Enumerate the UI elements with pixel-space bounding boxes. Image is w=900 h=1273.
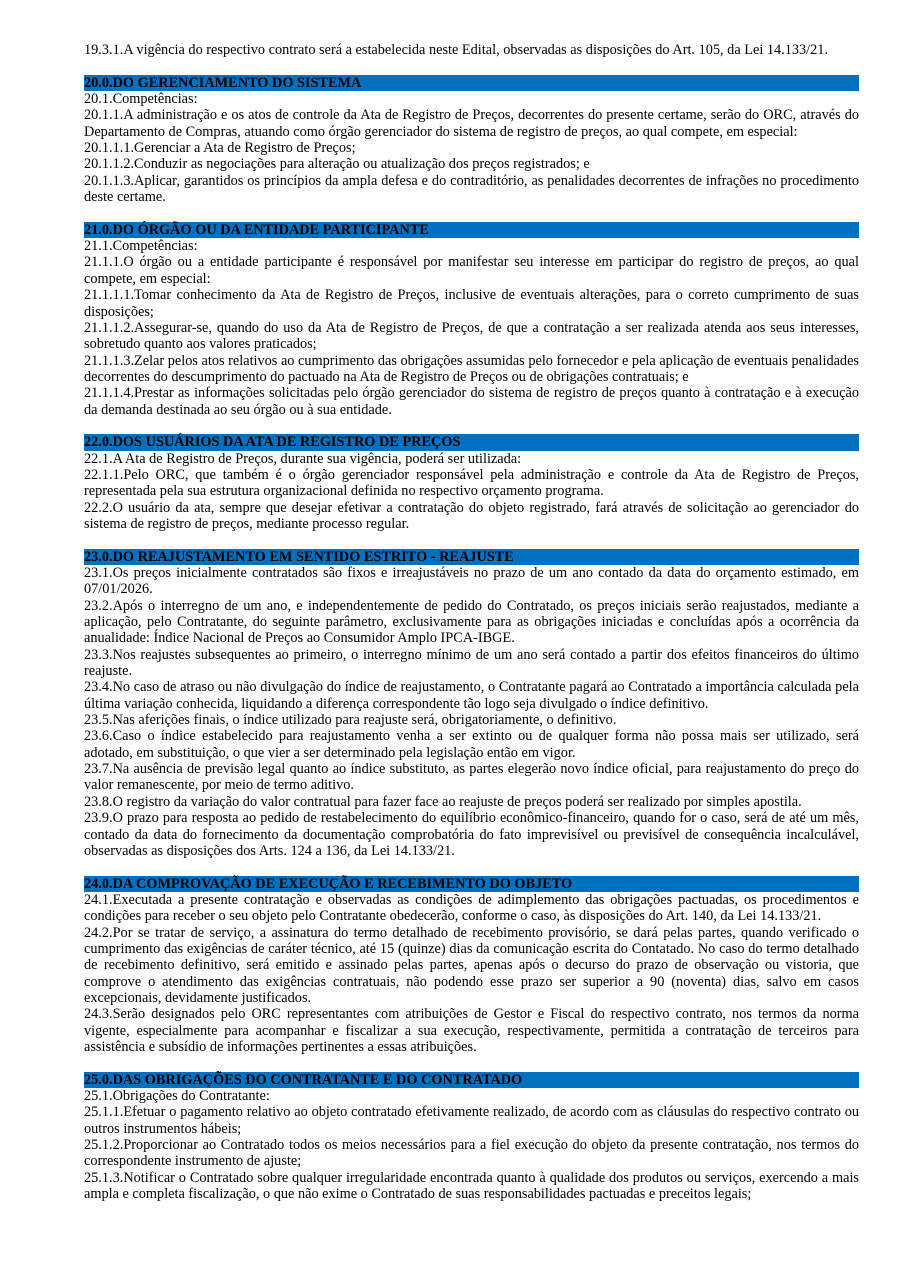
section-heading: 24.0.DA COMPROVAÇÃO DE EXECUÇÃO E RECEBIMENTO DO OBJETO bbox=[84, 876, 859, 892]
clause-paragraph: 21.1.1.O órgão ou a entidade participante é responsável por manifestar seu interesse em participar do registro de preços, ao qual compete, em especial: bbox=[84, 254, 859, 287]
clause-paragraph: 21.1.1.3.Zelar pelos atos relativos ao cumprimento das obrigações assumidas pelo fornecedor e pela aplicação de eventuais penalidades decorrentes do descumprimento do pactuado na Ata de Registro de Preços ou de obrigações contratuais; e bbox=[84, 352, 859, 385]
clause-paragraph: 25.1.3.Notificar o Contratado sobre qualquer irregularidade encontrada quanto à qualidade dos produtos ou serviços, exercendo a mais ampla e completa fiscalização, o que não exime o Contratado de suas responsabilidades pactuadas e preceitos legais; bbox=[84, 1169, 859, 1203]
clause-paragraph: 20.1.1.2.Conduzir as negociações para alteração ou atualização dos preços registrados; e bbox=[84, 156, 590, 173]
clause-paragraph: 23.1.Os preços inicialmente contratados são fixos e irreajustáveis no prazo de um ano contado da data do orçamento estimado, em 07/01/2026. bbox=[84, 565, 859, 598]
clause-paragraph: 23.6.Caso o índice estabelecido para reajustamento venha a ser extinto ou de qualquer forma não possa mais ser utilizado, será adotado, em substituição, o que vier a ser determinado pela legislação então em vigor. bbox=[84, 728, 859, 761]
clause-paragraph: 20.1.1.3.Aplicar, garantidos os princípios da ampla defesa e do contraditório, as penalidades decorrentes de infrações no procedimento deste certame. bbox=[84, 172, 859, 206]
section bbox=[84, 434, 859, 532]
section-heading: 21.0.DO ÓRGÃO OU DA ENTIDADE PARTICIPANTE bbox=[84, 222, 859, 238]
section bbox=[84, 549, 859, 860]
clause-paragraph: 21.1.1.4.Prestar as informações solicitadas pelo órgão gerenciador do sistema de registro de preços quanto à contratação e à execução da demanda destinada ao seu órgão ou à sua entidade. bbox=[84, 385, 859, 418]
clause-paragraph: 21.1.1.1.Tomar conhecimento da Ata de Registro de Preços, inclusive de eventuais alterações, para o correto cumprimento de suas disposições; bbox=[84, 287, 859, 320]
clause-paragraph: 22.2.O usuário da ata, sempre que desejar efetivar a contratação do objeto registrado, fará através de solicitação ao gerenciador do sistema de registro de preços, mediante processo regular. bbox=[84, 499, 859, 532]
clause-paragraph: 23.4.No caso de atraso ou não divulgação do índice de reajustamento, o Contratante pagará ao Contratado a importância calculada pela última variação conhecida, liquidando a diferença correspondente tão logo seja divulgado o índice definitivo. bbox=[84, 679, 859, 712]
section-heading: 25.0.DAS OBRIGAÇÕES DO CONTRATANTE E DO CONTRATADO bbox=[84, 1072, 859, 1088]
clause-paragraph: 20.1.Competências: bbox=[84, 91, 198, 108]
section bbox=[84, 222, 859, 418]
clause-paragraph: 24.1.Executada a presente contratação e observadas as condições de adimplemento das obrigações pactuadas, os procedimentos e condições para receber o seu objeto pelo Contratante obedecerão, conforme o caso, às disposições do Art. 140, da Lei 14.133/21. bbox=[84, 891, 859, 925]
intro-paragraph: 19.3.1.A vigência do respectivo contrato será a estabelecida neste Edital, observadas as disposições do Art. 105, da Lei 14.133/21. bbox=[84, 42, 829, 58]
section-heading: 22.0.DOS USUÁRIOS DA ATA DE REGISTRO DE PREÇOS bbox=[84, 434, 859, 450]
clause-paragraph: 25.1.2.Proporcionar ao Contratado todos os meios necessários para a fiel execução do objeto da presente contratação, nos termos do correspondente instrumento de ajuste; bbox=[84, 1137, 859, 1170]
clause-paragraph: 24.3.Serão designados pelo ORC representantes com atribuições de Gestor e Fiscal do respectivo contrato, nos termos da norma vigente, especialmente para acompanhar e fiscalizar a sua execução, respectivamente, permitida a contratação de terceiros para assistência e subsídio de informações pertinentes a essas atribuições. bbox=[84, 1006, 859, 1055]
clause-paragraph: 23.7.Na ausência de previsão legal quanto ao índice substituto, as partes elegerão novo índice oficial, para reajustamento do preço do valor remanescente, por meio de termo aditivo. bbox=[84, 761, 859, 794]
clause-paragraph: 21.1.1.2.Assegurar-se, quando do uso da Ata de Registro de Preços, de que a contratação a ser realizada atenda aos seus interesses, sobretudo quanto aos valores praticados; bbox=[84, 319, 859, 353]
clause-paragraph: 23.2.Após o interregno de um ano, e independentemente de pedido do Contratado, os preços iniciais serão reajustados, mediante a aplicação, pelo Contratante, do seguinte parâmetro, exclusivamente para as obrigações iniciadas e concluídas após a ocorrência da anualidade: Índice Nacional de Preços ao Consumidor Amplo IPCA-IBGE. bbox=[84, 597, 859, 647]
section-heading: 20.0.DO GERENCIAMENTO DO SISTEMA bbox=[84, 75, 859, 91]
clause-paragraph: 22.1.A Ata de Registro de Preços, durante sua vigência, poderá ser utilizada: bbox=[84, 450, 522, 467]
section bbox=[84, 75, 859, 206]
document-page bbox=[84, 42, 859, 1202]
clause-paragraph: 21.1.Competências: bbox=[84, 238, 198, 255]
clause-paragraph: 23.5.Nas aferições finais, o índice utilizado para reajuste será, obrigatoriamente, o definitivo. bbox=[84, 712, 617, 729]
clause-paragraph: 23.8.O registro da variação do valor contratual para fazer face ao reajuste de preços poderá ser realizado por simples apostila. bbox=[84, 793, 802, 810]
clause-paragraph: 23.3.Nos reajustes subsequentes ao primeiro, o interregno mínimo de um ano será contado a partir dos efeitos financeiros do último reajuste. bbox=[84, 646, 859, 680]
section bbox=[84, 1072, 859, 1203]
clause-paragraph: 24.2.Por se tratar de serviço, a assinatura do termo detalhado de recebimento provisório, se dará pelas partes, quando verificado o cumprimento das exigências de caráter técnico, até 15 (quinze) dias da comunicação escrita do Contatado. No caso do termo detalhado de recebimento definitivo, será emitido e assinado pelas partes, apenas após o decurso do prazo de observação ou vistoria, que comprove o atendimento das exigências contratuais, não podendo esse prazo ser superior a 90 (noventa) dias, salvo em casos excepcionais, devidamente justificados. bbox=[84, 924, 859, 1006]
clause-paragraph: 22.1.1.Pelo ORC, que também é o órgão gerenciador responsável pela administração e controle da Ata de Registro de Preços, representada pela sua estrutura organizacional definida no respectivo orçamento programa. bbox=[84, 466, 859, 500]
clause-paragraph: 20.1.1.A administração e os atos de controle da Ata de Registro de Preços, decorrentes do presente certame, serão do ORC, através do Departamento de Compras, atuando como órgão gerenciador do sistema de registro de preços, ao qual compete, em especial: bbox=[84, 107, 859, 140]
section-heading: 23.0.DO REAJUSTAMENTO EM SENTIDO ESTRITO - REAJUSTE bbox=[84, 549, 859, 565]
clause-paragraph: 23.9.O prazo para resposta ao pedido de restabelecimento do equilíbrio econômico-financeiro, quando for o caso, será de até um mês, contado da data do fornecimento da documentação comprobatória do fato imprevisível ou previsível de consequência incalculável, observadas as disposições dos Arts. 124 a 136, da Lei 14.133/21. bbox=[84, 810, 859, 859]
section bbox=[84, 876, 859, 1056]
clause-paragraph: 20.1.1.1.Gerenciar a Ata de Registro de Preços; bbox=[84, 140, 356, 157]
clause-paragraph: 25.1.1.Efetuar o pagamento relativo ao objeto contratado efetivamente realizado, de acordo com as cláusulas do respectivo contrato ou outros instrumentos hábeis; bbox=[84, 1104, 859, 1137]
clause-paragraph: 25.1.Obrigações do Contratante: bbox=[84, 1088, 270, 1104]
